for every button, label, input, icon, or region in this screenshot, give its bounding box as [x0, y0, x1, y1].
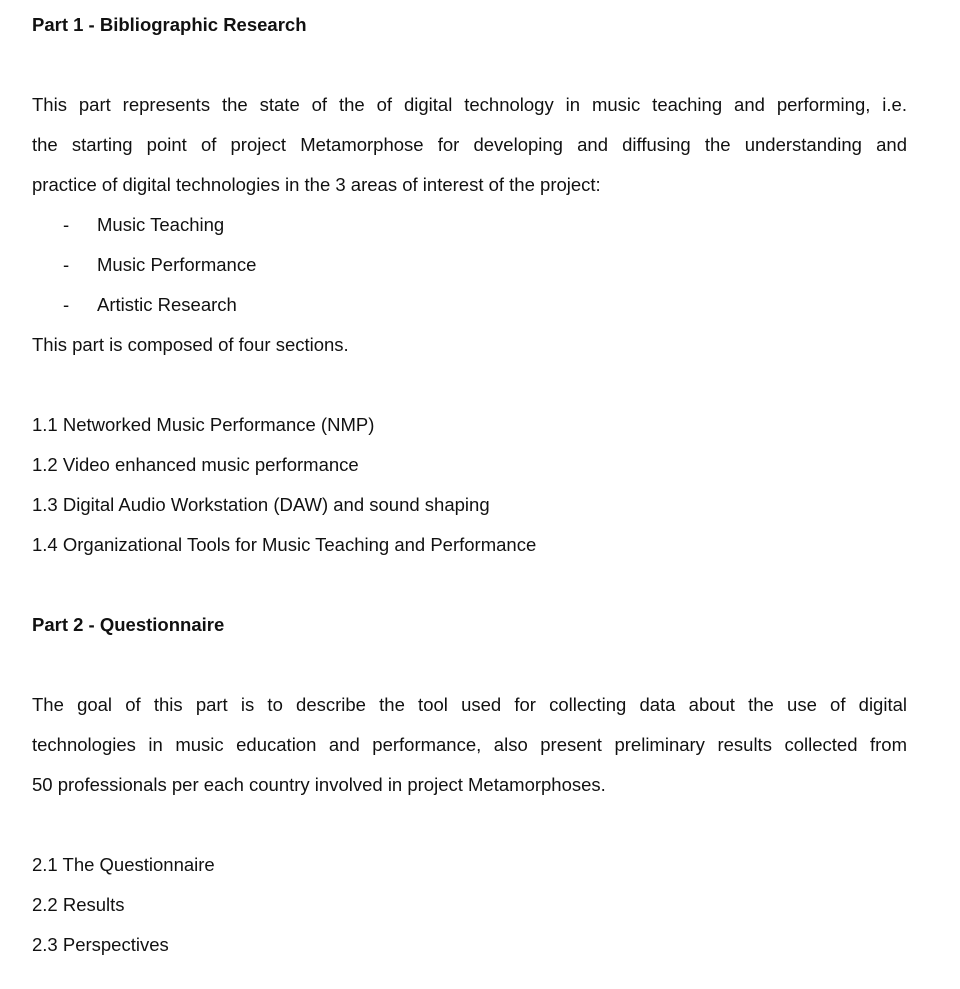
section-item: 1.3 Digital Audio Workstation (DAW) and sound shaping: [32, 494, 490, 515]
part2-intro-paragraph: [32, 685, 907, 805]
spacer: [32, 805, 907, 845]
bullet-dash: -: [63, 214, 70, 235]
paragraph-line: technologies in music education and performance, also present preliminary results collected from: [32, 734, 907, 755]
spacer: [32, 365, 907, 405]
bullet-item: [32, 205, 907, 245]
paragraph-line: The goal of this part is to describe the tool used for collecting data about the use of digital: [32, 694, 907, 715]
bullet-dash: -: [63, 254, 70, 275]
part1-summary: This part is composed of four sections.: [32, 334, 349, 355]
section-item: 1.2 Video enhanced music performance: [32, 454, 359, 475]
section-item: 2.3 Perspectives: [32, 934, 169, 955]
spacer: [32, 645, 907, 685]
bullet-item: [32, 285, 907, 325]
section-item: 1.1 Networked Music Performance (NMP): [32, 414, 375, 435]
paragraph-line: This part represents the state of the of digital technology in music teaching and performing, i.e.: [32, 94, 907, 115]
section-item: 2.2 Results: [32, 894, 125, 915]
spacer: [32, 565, 907, 605]
document-page: [32, 0, 907, 965]
section-item: 2.1 The Questionnaire: [32, 854, 215, 875]
paragraph-line: the starting point of project Metamorphose for developing and diffusing the understanding and: [32, 134, 907, 155]
bullet-text: Artistic Research: [97, 294, 237, 315]
part1-intro-paragraph: [32, 85, 907, 205]
part1-heading: Part 1 - Bibliographic Research: [32, 14, 307, 35]
bullet-text: Music Teaching: [97, 214, 225, 235]
spacer: [32, 45, 907, 85]
section-item: 1.4 Organizational Tools for Music Teaching and Performance: [32, 534, 537, 555]
paragraph-line: 50 professionals per each country involved in project Metamorphoses.: [32, 774, 606, 795]
bullet-dash: -: [63, 294, 70, 315]
part2-heading: Part 2 - Questionnaire: [32, 614, 225, 635]
bullet-item: [32, 245, 907, 285]
paragraph-line: practice of digital technologies in the 3 areas of interest of the project:: [32, 174, 601, 195]
bullet-text: Music Performance: [97, 254, 257, 275]
